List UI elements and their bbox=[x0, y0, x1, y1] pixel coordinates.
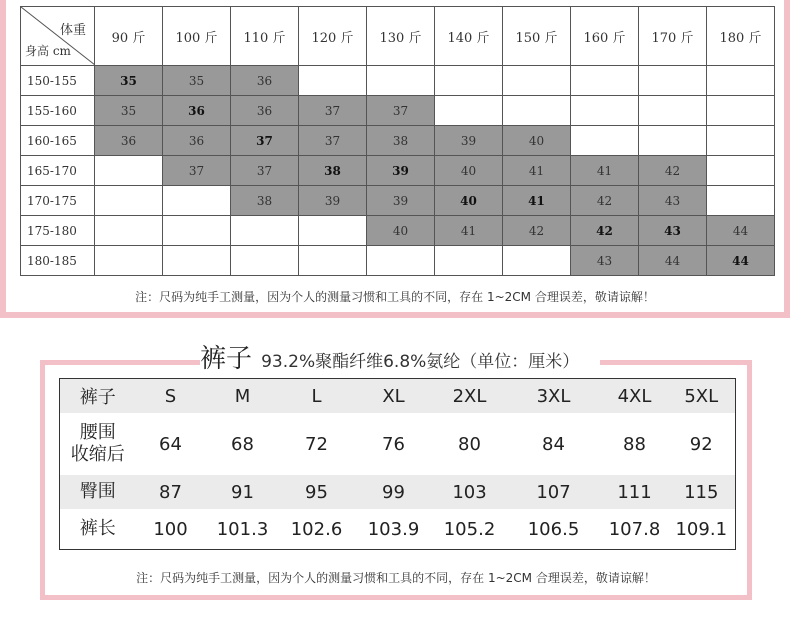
weight-header-cell: 160 斤 bbox=[571, 7, 639, 66]
measurement-cell: 109.1 bbox=[675, 518, 728, 540]
grid-row bbox=[21, 66, 775, 96]
size-cell: 42 bbox=[503, 216, 571, 246]
measurement-cell: 91 bbox=[206, 475, 280, 509]
weight-header-cell: 90 斤 bbox=[95, 7, 163, 66]
size-cell bbox=[639, 66, 707, 96]
pants-title-material: 93.2%聚酯纤维6.8%氨纶（单位：厘米） bbox=[261, 352, 580, 372]
size-header-cell: 2XL bbox=[434, 379, 506, 414]
size-cell: 37 bbox=[299, 96, 367, 126]
row-label: 臀围 bbox=[60, 475, 136, 509]
grid-row bbox=[21, 156, 775, 186]
measurement-cell: 95 bbox=[280, 475, 354, 509]
size-cell: 35 bbox=[95, 66, 163, 96]
size-cell bbox=[571, 66, 639, 96]
height-range-cell: 180-185 bbox=[21, 246, 95, 276]
size-cell bbox=[435, 246, 503, 276]
size-cell bbox=[231, 216, 299, 246]
pants-header-row bbox=[60, 379, 736, 414]
size-cell: 41 bbox=[503, 186, 571, 216]
height-range-cell: 160-165 bbox=[21, 126, 95, 156]
measurement-cell: 92 bbox=[689, 433, 713, 455]
size-cell: 43 bbox=[571, 246, 639, 276]
weight-header-cell: 150 斤 bbox=[503, 7, 571, 66]
size-cell bbox=[299, 66, 367, 96]
size-cell bbox=[503, 246, 571, 276]
size-cell bbox=[95, 186, 163, 216]
measurement-cell: 103.9 bbox=[367, 518, 420, 540]
weight-axis-label: 体重 bbox=[59, 23, 86, 38]
measurement-cell: 107 bbox=[506, 475, 602, 509]
size-cell: 40 bbox=[435, 186, 503, 216]
size-cell bbox=[95, 246, 163, 276]
measurement-cell: 115 bbox=[668, 475, 736, 509]
measurement-note: 注：尺码为纯手工测量，因为个人的测量习惯和工具的不同，存在 1~2CM 合理误差，敬请谅解！ bbox=[135, 290, 655, 304]
size-cell: 43 bbox=[639, 216, 707, 246]
grid-row bbox=[21, 126, 775, 156]
size-cell: 40 bbox=[367, 216, 435, 246]
size-cell: 42 bbox=[571, 216, 639, 246]
size-cell: 36 bbox=[231, 66, 299, 96]
size-cell: 42 bbox=[639, 156, 707, 186]
size-cell: 38 bbox=[299, 156, 367, 186]
measurement-cell: 105.2 bbox=[443, 518, 496, 540]
weight-header-cell: 120 斤 bbox=[299, 7, 367, 66]
size-header-cell: 5XL bbox=[668, 379, 736, 414]
size-cell: 36 bbox=[163, 96, 231, 126]
grid-row bbox=[21, 96, 775, 126]
measurement-cell: 88 bbox=[623, 433, 646, 455]
size-header-cell: 4XL bbox=[602, 379, 668, 414]
height-range-cell: 155-160 bbox=[21, 96, 95, 126]
size-cell: 43 bbox=[639, 186, 707, 216]
weight-header-cell: 130 斤 bbox=[367, 7, 435, 66]
size-cell: 40 bbox=[503, 126, 571, 156]
pants-size-table bbox=[59, 378, 736, 550]
measurement-cell: 99 bbox=[354, 475, 434, 509]
size-cell: 37 bbox=[163, 156, 231, 186]
grid-row bbox=[21, 246, 775, 276]
size-cell: 36 bbox=[163, 126, 231, 156]
size-cell bbox=[707, 96, 775, 126]
size-cell bbox=[707, 156, 775, 186]
weight-header-cell: 180 斤 bbox=[707, 7, 775, 66]
measurement-cell: 80 bbox=[458, 433, 481, 455]
pants-title bbox=[200, 338, 579, 375]
size-cell bbox=[503, 96, 571, 126]
measurement-cell: 111 bbox=[602, 475, 668, 509]
size-cell bbox=[163, 216, 231, 246]
size-cell: 39 bbox=[367, 186, 435, 216]
length-row bbox=[60, 509, 736, 550]
size-cell bbox=[571, 96, 639, 126]
measurement-cell: 64 bbox=[159, 433, 182, 455]
measurement-cell: 107.8 bbox=[608, 518, 661, 540]
measurement-cell: 76 bbox=[382, 433, 405, 455]
size-cell: 42 bbox=[571, 186, 639, 216]
size-cell: 37 bbox=[231, 126, 299, 156]
height-range-cell: 165-170 bbox=[21, 156, 95, 186]
size-cell bbox=[639, 126, 707, 156]
measurement-cell: 103 bbox=[434, 475, 506, 509]
size-header-cell: 3XL bbox=[506, 379, 602, 414]
weight-header-cell: 140 斤 bbox=[435, 7, 503, 66]
size-cell: 37 bbox=[367, 96, 435, 126]
weight-header-cell: 100 斤 bbox=[163, 7, 231, 66]
size-cell: 38 bbox=[367, 126, 435, 156]
size-cell bbox=[707, 126, 775, 156]
size-header-cell: XL bbox=[354, 379, 434, 414]
weight-height-size-grid bbox=[20, 6, 775, 276]
height-range-cell: 170-175 bbox=[21, 186, 95, 216]
measurement-cell: 106.5 bbox=[527, 518, 580, 540]
hip-row bbox=[60, 475, 736, 509]
height-range-cell: 150-155 bbox=[21, 66, 95, 96]
grid-row bbox=[21, 216, 775, 246]
size-cell bbox=[163, 186, 231, 216]
size-cell: 37 bbox=[231, 156, 299, 186]
size-cell: 41 bbox=[435, 216, 503, 246]
size-cell bbox=[163, 246, 231, 276]
grid-corner-cell bbox=[21, 7, 95, 66]
size-cell bbox=[435, 96, 503, 126]
height-range-cell: 175-180 bbox=[21, 216, 95, 246]
height-axis-label: 身高 cm bbox=[25, 44, 71, 58]
row-label: 裤长 bbox=[79, 518, 116, 539]
grid-row bbox=[21, 186, 775, 216]
row-label: 腰围 收缩后 bbox=[70, 422, 125, 465]
size-cell bbox=[503, 66, 571, 96]
size-cell: 38 bbox=[231, 186, 299, 216]
grid-header-row bbox=[21, 7, 775, 66]
measurement-cell: 102.6 bbox=[290, 518, 343, 540]
measurement-cell: 101.3 bbox=[216, 518, 269, 540]
size-cell: 35 bbox=[95, 96, 163, 126]
measurement-cell: 100 bbox=[153, 518, 188, 540]
size-cell bbox=[299, 246, 367, 276]
size-cell bbox=[639, 96, 707, 126]
size-cell bbox=[707, 66, 775, 96]
size-cell bbox=[707, 186, 775, 216]
size-cell: 39 bbox=[435, 126, 503, 156]
size-cell: 41 bbox=[503, 156, 571, 186]
size-cell: 39 bbox=[299, 186, 367, 216]
size-cell: 41 bbox=[571, 156, 639, 186]
size-cell bbox=[95, 156, 163, 186]
size-cell: 36 bbox=[231, 96, 299, 126]
size-header-cell: L bbox=[280, 379, 354, 414]
waist-row bbox=[60, 413, 736, 475]
size-cell: 40 bbox=[435, 156, 503, 186]
size-cell: 44 bbox=[707, 246, 775, 276]
size-cell: 36 bbox=[95, 126, 163, 156]
measurement-cell: 87 bbox=[136, 475, 206, 509]
measurement-cell: 84 bbox=[542, 433, 565, 455]
size-header-cell: S bbox=[136, 379, 206, 414]
size-cell: 44 bbox=[639, 246, 707, 276]
pants-measurement-note: 注：尺码为纯手工测量，因为个人的测量习惯和工具的不同，存在 1~2CM 合理误差，敬请谅解！ bbox=[136, 571, 656, 585]
measurement-cell: 72 bbox=[305, 433, 328, 455]
pants-header-label: 裤子 bbox=[60, 379, 136, 414]
size-cell bbox=[571, 126, 639, 156]
size-cell bbox=[367, 246, 435, 276]
size-cell: 39 bbox=[367, 156, 435, 186]
size-cell: 44 bbox=[707, 216, 775, 246]
size-cell bbox=[299, 216, 367, 246]
size-cell: 35 bbox=[163, 66, 231, 96]
pants-title-main: 裤子 bbox=[200, 344, 253, 374]
size-cell bbox=[367, 66, 435, 96]
size-cell bbox=[231, 246, 299, 276]
size-cell bbox=[95, 216, 163, 246]
size-cell: 37 bbox=[299, 126, 367, 156]
size-cell bbox=[435, 66, 503, 96]
size-header-cell: M bbox=[206, 379, 280, 414]
weight-header-cell: 110 斤 bbox=[231, 7, 299, 66]
measurement-cell: 68 bbox=[231, 433, 254, 455]
weight-header-cell: 170 斤 bbox=[639, 7, 707, 66]
